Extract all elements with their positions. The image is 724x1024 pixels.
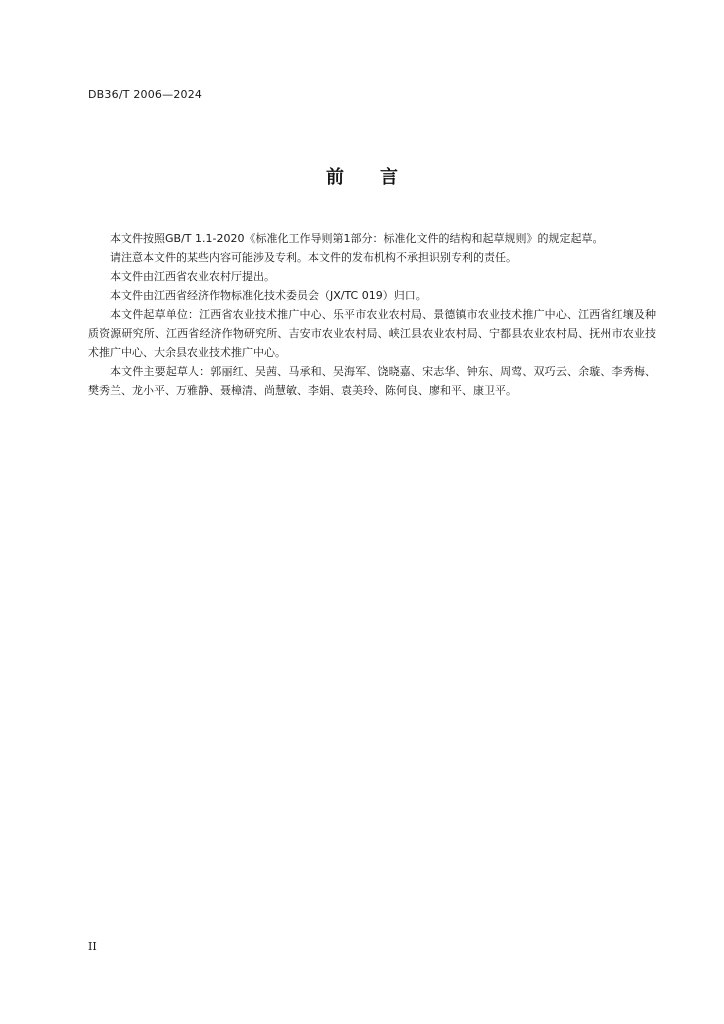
paragraph-technical-committee: 本文件由江西省经济作物标准化技术委员会（JX/TC 019）归口。: [110, 289, 427, 302]
paragraph-patent-notice: 请注意本文件的某些内容可能涉及专利。本文件的发布机构不承担识别专利的责任。: [110, 251, 517, 264]
paragraph-proposer: 本文件由江西省农业农村厅提出。: [110, 270, 275, 283]
paragraph-main-drafters: 本文件主要起草人：郭丽红、吴茜、马承和、吴海军、饶晓嘉、宋志华、钟东、周莺、双巧云、余璇、李秀梅、樊秀兰、龙小平、万雅静、聂樟清、尚慧敏、李娟、袁美玲、陈何良、廖和平、康卫平。: [88, 365, 656, 397]
page-number: II: [88, 940, 97, 953]
title-char-2: 言: [380, 167, 398, 188]
document-code: DB36/T 2006—2024: [88, 88, 203, 101]
paragraph-drafting-units: 本文件起草单位：江西省农业技术推广中心、乐平市农业农村局、景德镇市农业技术推广中心、江西省红壤及种质资源研究所、江西省经济作物研究所、吉安市农业农村局、峡江县农业农村局、宁都县农业农村局、抚州市农业技术推广中心、大余县农业技术推广中心。: [88, 308, 656, 359]
title-char-1: 前: [326, 167, 344, 188]
paragraph-drafting-rules: 本文件按照GB/T 1.1-2020《标准化工作导则第1部分：标准化文件的结构和起草规则》的规定起草。: [110, 232, 604, 245]
page-title: [0, 163, 724, 189]
foreword-body: [88, 229, 656, 400]
